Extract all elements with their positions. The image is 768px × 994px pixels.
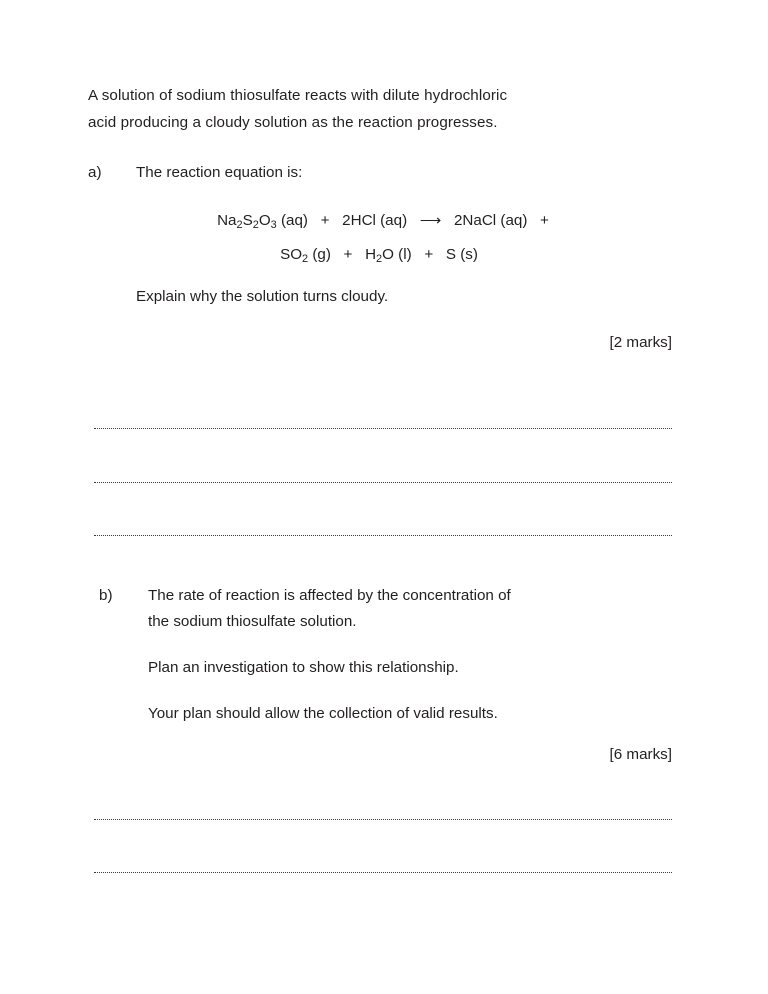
part-b-line-1: The rate of reaction is affected by the concentration of	[148, 587, 511, 604]
chemical-equation	[88, 206, 672, 274]
part-b-body	[148, 583, 668, 727]
part-a-marks: [2 marks]	[609, 334, 672, 351]
intro-paragraph	[88, 82, 668, 136]
part-a-stem: The reaction equation is:	[136, 164, 303, 181]
answer-line[interactable]	[94, 871, 672, 873]
part-a-marker: a)	[88, 164, 102, 181]
intro-line-1: A solution of sodium thiosulfate reacts with dilute hydrochloric	[88, 87, 508, 104]
equation-line-1: $Na_2S_2O_3$ (aq) + 2HCl (aq) ⟶ 2NaCl (aq) +	[217, 212, 549, 232]
intro-line-2: acid producing a cloudy solution as the reaction progresses.	[88, 114, 498, 131]
answer-line[interactable]	[94, 481, 672, 483]
part-b-line-4: Your plan should allow the collection of valid results.	[148, 705, 498, 722]
part-a-question: Explain why the solution turns cloudy.	[136, 288, 389, 305]
part-b-line-2: the sodium thiosulfate solution.	[148, 613, 357, 630]
answer-line[interactable]	[94, 818, 672, 820]
part-b-line-3: Plan an investigation to show this relationship.	[148, 659, 459, 676]
answer-line[interactable]	[94, 534, 672, 536]
part-b-marks: [6 marks]	[609, 746, 672, 763]
equation-line-2: $SO_2$ $(g) + H_2O$ (l) + S (s)	[280, 246, 478, 266]
part-b-marker: b)	[99, 587, 113, 604]
answer-line[interactable]	[94, 427, 672, 429]
